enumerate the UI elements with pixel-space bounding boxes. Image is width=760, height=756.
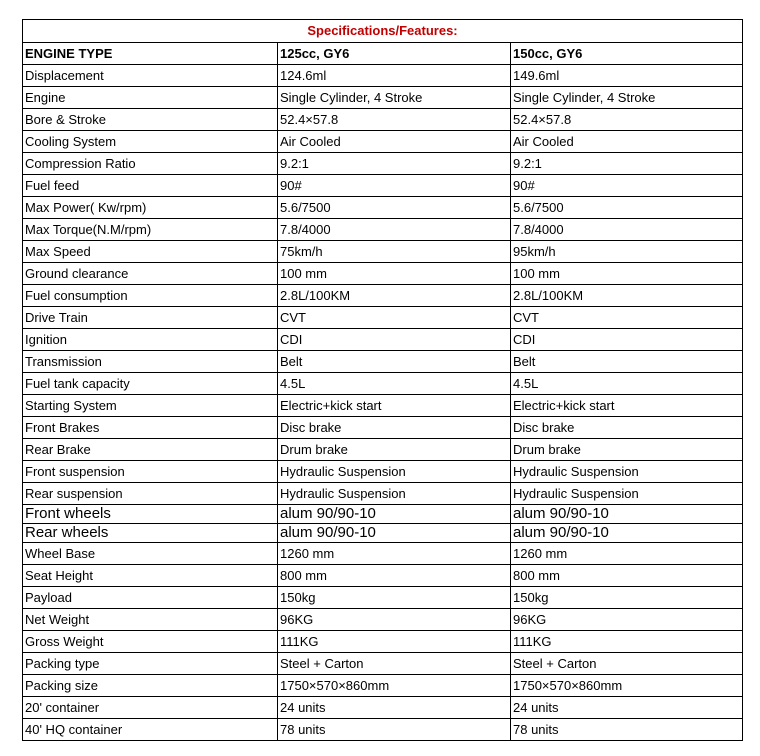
table-row (23, 439, 743, 461)
spec-label: Starting System (23, 395, 278, 417)
spec-value-125cc: 52.4×57.8 (278, 109, 511, 131)
spec-value-150cc: 100 mm (511, 263, 743, 285)
spec-value-125cc: Belt (278, 351, 511, 373)
spec-label: Ignition (23, 329, 278, 351)
table-row (23, 417, 743, 439)
spec-value-125cc: 4.5L (278, 373, 511, 395)
spec-value-150cc: 78 units (511, 719, 743, 741)
spec-label: Fuel consumption (23, 285, 278, 307)
header-150cc: 150cc, GY6 (511, 43, 743, 65)
table-row (23, 675, 743, 697)
spec-value-125cc: 78 units (278, 719, 511, 741)
spec-label: Net Weight (23, 609, 278, 631)
spec-value-150cc: 150kg (511, 587, 743, 609)
table-row (23, 719, 743, 741)
spec-label: Cooling System (23, 131, 278, 153)
spec-value-150cc: CDI (511, 329, 743, 351)
spec-value-150cc: 24 units (511, 697, 743, 719)
spec-label: Bore & Stroke (23, 109, 278, 131)
spec-label: Ground clearance (23, 263, 278, 285)
spec-value-150cc: alum 90/90-10 (511, 524, 743, 543)
spec-label: Packing size (23, 675, 278, 697)
spec-value-150cc: Electric+kick start (511, 395, 743, 417)
spec-label: Engine (23, 87, 278, 109)
spec-label: Fuel feed (23, 175, 278, 197)
spec-value-150cc: Hydraulic Suspension (511, 461, 743, 483)
header-row (23, 43, 743, 65)
spec-value-150cc: 1750×570×860mm (511, 675, 743, 697)
table-row (23, 263, 743, 285)
table-row (23, 285, 743, 307)
table-row (23, 351, 743, 373)
table-title: Specifications/Features: (23, 20, 743, 43)
table-row (23, 109, 743, 131)
spec-value-125cc: 1750×570×860mm (278, 675, 511, 697)
spec-value-150cc: 4.5L (511, 373, 743, 395)
spec-value-150cc: 96KG (511, 609, 743, 631)
table-row (23, 483, 743, 505)
table-row (23, 87, 743, 109)
spec-label: Payload (23, 587, 278, 609)
spec-value-150cc: Drum brake (511, 439, 743, 461)
spec-value-125cc: Electric+kick start (278, 395, 511, 417)
table-row (23, 153, 743, 175)
spec-label: Packing type (23, 653, 278, 675)
spec-value-125cc: 90# (278, 175, 511, 197)
table-row (23, 631, 743, 653)
table-row (23, 373, 743, 395)
spec-value-150cc: 7.8/4000 (511, 219, 743, 241)
spec-label: Seat Height (23, 565, 278, 587)
spec-value-125cc: Air Cooled (278, 131, 511, 153)
spec-value-125cc: 2.8L/100KM (278, 285, 511, 307)
table-row (23, 653, 743, 675)
header-engine-type: ENGINE TYPE (23, 43, 278, 65)
table-row (23, 131, 743, 153)
spec-value-150cc: 5.6/7500 (511, 197, 743, 219)
table-row (23, 697, 743, 719)
spec-value-125cc: alum 90/90-10 (278, 524, 511, 543)
spec-value-150cc: 2.8L/100KM (511, 285, 743, 307)
table-row (23, 505, 743, 524)
spec-value-150cc: 149.6ml (511, 65, 743, 87)
spec-value-150cc: 9.2:1 (511, 153, 743, 175)
table-row (23, 65, 743, 87)
spec-value-125cc: CVT (278, 307, 511, 329)
spec-value-150cc: Steel + Carton (511, 653, 743, 675)
spec-value-125cc: 9.2:1 (278, 153, 511, 175)
spec-value-125cc: Steel + Carton (278, 653, 511, 675)
table-row (23, 307, 743, 329)
table-row (23, 543, 743, 565)
table-row (23, 175, 743, 197)
specifications-table-body (23, 20, 743, 741)
spec-value-125cc: 1260 mm (278, 543, 511, 565)
spec-value-125cc: 100 mm (278, 263, 511, 285)
spec-value-150cc: Belt (511, 351, 743, 373)
spec-value-150cc: Hydraulic Suspension (511, 483, 743, 505)
spec-value-150cc: 800 mm (511, 565, 743, 587)
spec-value-125cc: 96KG (278, 609, 511, 631)
spec-value-150cc: 111KG (511, 631, 743, 653)
spec-value-150cc: Single Cylinder, 4 Stroke (511, 87, 743, 109)
title-row (23, 20, 743, 43)
spec-label: 40' HQ container (23, 719, 278, 741)
spec-value-150cc: alum 90/90-10 (511, 505, 743, 524)
spec-value-125cc: 75km/h (278, 241, 511, 263)
spec-label: Transmission (23, 351, 278, 373)
spec-value-125cc: Single Cylinder, 4 Stroke (278, 87, 511, 109)
spec-value-150cc: 95km/h (511, 241, 743, 263)
spec-value-125cc: Hydraulic Suspension (278, 483, 511, 505)
spec-value-125cc: 800 mm (278, 565, 511, 587)
spec-value-150cc: Air Cooled (511, 131, 743, 153)
spec-value-150cc: 52.4×57.8 (511, 109, 743, 131)
table-row (23, 395, 743, 417)
header-125cc: 125cc, GY6 (278, 43, 511, 65)
spec-label: Displacement (23, 65, 278, 87)
spec-label: Wheel Base (23, 543, 278, 565)
spec-value-125cc: Disc brake (278, 417, 511, 439)
table-row (23, 461, 743, 483)
spec-value-150cc: 1260 mm (511, 543, 743, 565)
spec-value-150cc: 90# (511, 175, 743, 197)
spec-label: Rear wheels (23, 524, 278, 543)
table-row (23, 219, 743, 241)
spec-value-125cc: CDI (278, 329, 511, 351)
table-row (23, 197, 743, 219)
spec-value-125cc: 7.8/4000 (278, 219, 511, 241)
table-row (23, 565, 743, 587)
spec-value-125cc: 111KG (278, 631, 511, 653)
spec-value-150cc: Disc brake (511, 417, 743, 439)
spec-value-125cc: 124.6ml (278, 65, 511, 87)
spec-label: Max Speed (23, 241, 278, 263)
spec-label: Rear suspension (23, 483, 278, 505)
specifications-table (22, 19, 743, 741)
spec-label: Compression Ratio (23, 153, 278, 175)
spec-value-125cc: Hydraulic Suspension (278, 461, 511, 483)
spec-value-150cc: CVT (511, 307, 743, 329)
table-row (23, 587, 743, 609)
spec-label: Front Brakes (23, 417, 278, 439)
spec-value-125cc: alum 90/90-10 (278, 505, 511, 524)
spec-label: Front wheels (23, 505, 278, 524)
spec-value-125cc: 150kg (278, 587, 511, 609)
table-row (23, 524, 743, 543)
spec-value-125cc: Drum brake (278, 439, 511, 461)
spec-label: Max Power( Kw/rpm) (23, 197, 278, 219)
spec-label: Front suspension (23, 461, 278, 483)
spec-label: 20' container (23, 697, 278, 719)
spec-label: Drive Train (23, 307, 278, 329)
spec-label: Fuel tank capacity (23, 373, 278, 395)
spec-label: Gross Weight (23, 631, 278, 653)
spec-value-125cc: 24 units (278, 697, 511, 719)
spec-label: Max Torque(N.M/rpm) (23, 219, 278, 241)
table-row (23, 241, 743, 263)
spec-value-125cc: 5.6/7500 (278, 197, 511, 219)
table-row (23, 609, 743, 631)
spec-label: Rear Brake (23, 439, 278, 461)
table-row (23, 329, 743, 351)
